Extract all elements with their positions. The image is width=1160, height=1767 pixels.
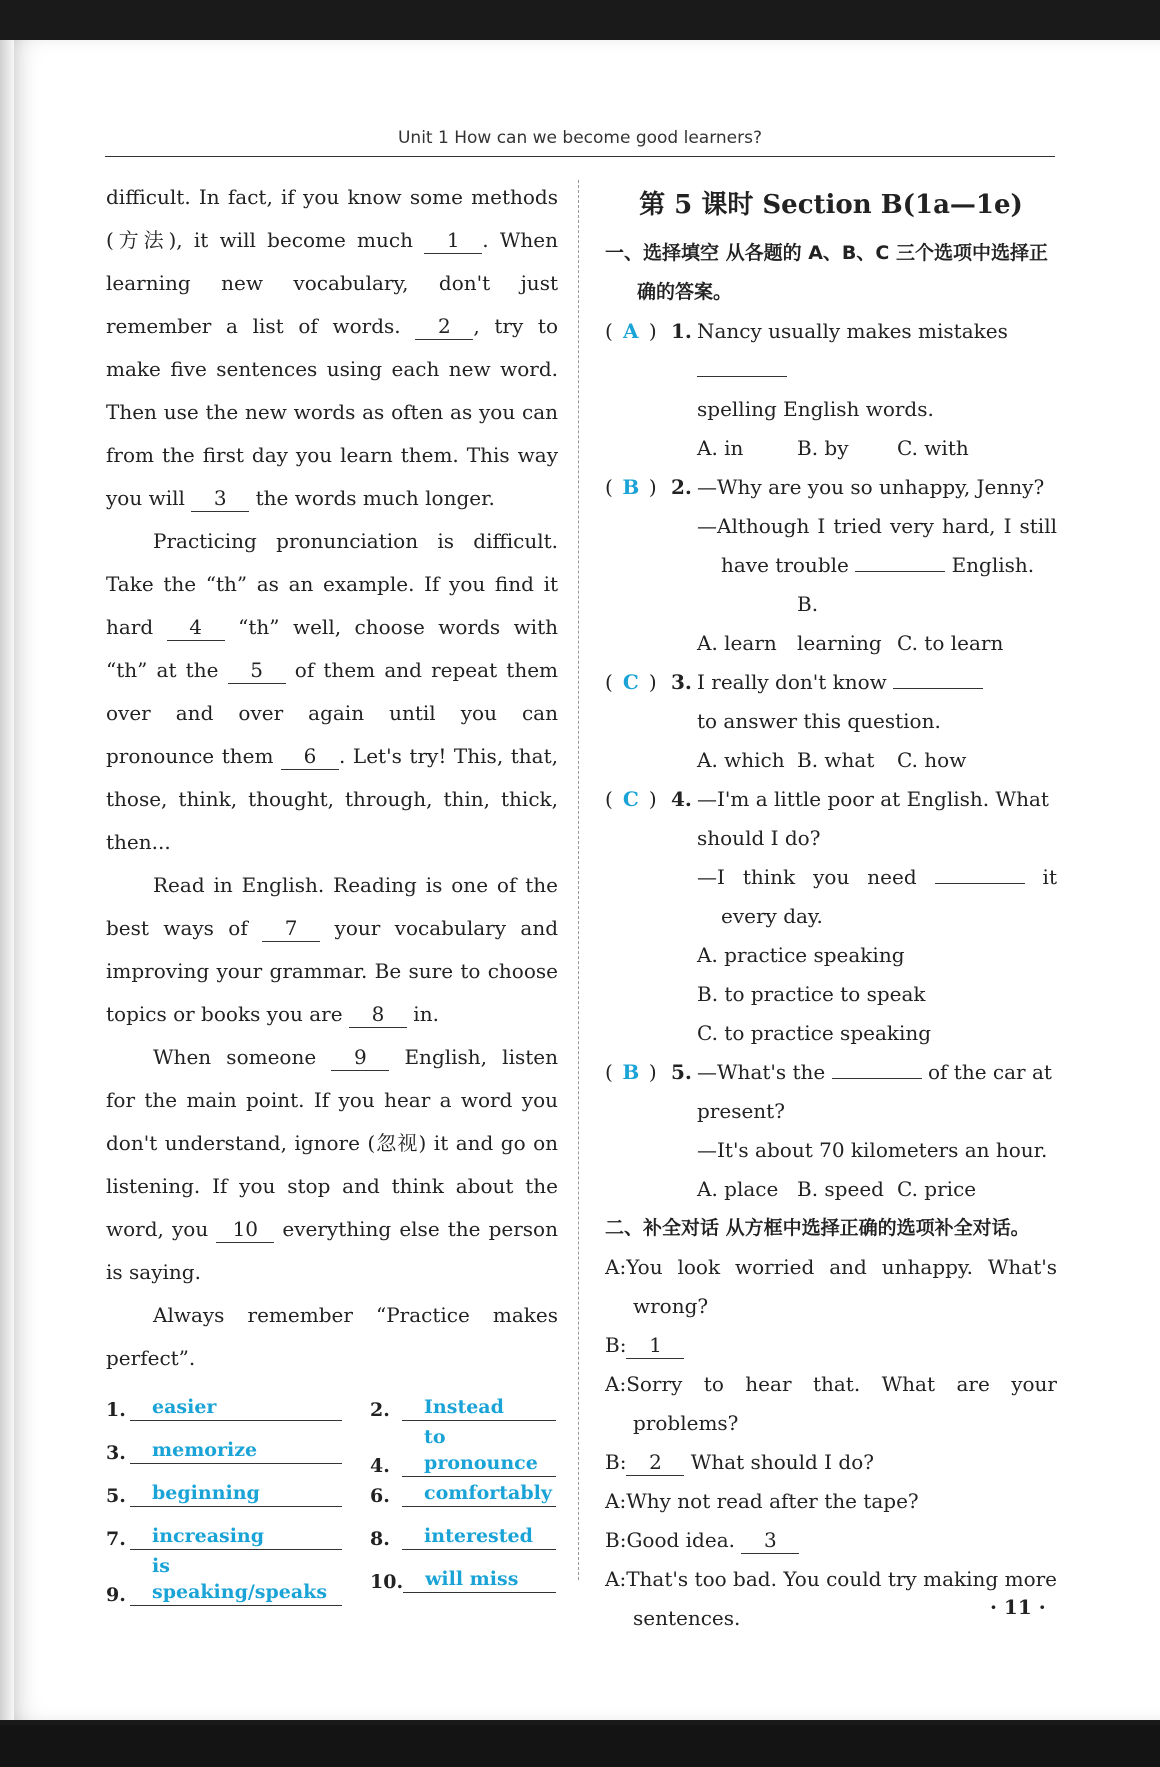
options: A. in B. by C. with bbox=[697, 436, 969, 460]
question-4: ( C ) 4. —I'm a little poor at English. What should I do? bbox=[605, 780, 1057, 858]
answer-grid bbox=[106, 1386, 558, 1606]
answer-item: 3. memorize bbox=[106, 1437, 370, 1464]
answer-item: 4. to pronounce bbox=[370, 1424, 556, 1477]
passage-paragraph-4: When someone 9 English, listen for the main point. If you hear a word you don't understand, ignore (忽视) it and go on listening. If you stop and think about the word, you 10 everything else the person is saying. bbox=[106, 1045, 558, 1284]
dialog-line: B: 2 What should I do? bbox=[605, 1450, 874, 1474]
lesson-title: 第 5 课时 Section B(1a—1e) bbox=[639, 190, 1023, 220]
column-divider bbox=[578, 180, 579, 1580]
blank-9: 9 bbox=[331, 1044, 389, 1071]
blank-6: 6 bbox=[281, 743, 339, 770]
answer-item: 9. is speaking/speaks bbox=[106, 1553, 370, 1606]
blank-8: 8 bbox=[349, 1001, 407, 1028]
dialog-line: B: 1 bbox=[605, 1326, 1057, 1365]
answer-key: A bbox=[623, 319, 639, 343]
dialog-line: A:That's too bad. You could try making more sentences. bbox=[605, 1567, 1057, 1630]
options: A. place B. speed C. price bbox=[697, 1177, 977, 1201]
option: C. to practice speaking bbox=[697, 1021, 932, 1045]
page-header: Unit 1 How can we become good learners? bbox=[397, 128, 763, 148]
passage-paragraph-1: difficult. In fact, if you know some methods (方法), it will become much 1 . When learning new vocabulary, don't just remember a list of words. 2 , try to make five sentences using each new word. Then use the new words as often as you can from the first day you learn them. This way you will 3 the words much longer. bbox=[106, 185, 558, 510]
blank-2: 2 bbox=[415, 313, 473, 340]
section-1-heading: 一、选择填空 从各题的 A、B、C 三个选项中选择正确的答案。 bbox=[605, 242, 1048, 303]
passage-paragraph-3: Read in English. Reading is one of the best ways of 7 your vocabulary and improving your grammar. Be sure to choose topics or books you are 8 in. bbox=[106, 873, 558, 1026]
question-5: ( B ) 5. —What's the of the car at present? bbox=[605, 1053, 1057, 1131]
question-text: —Although I tried very hard, I still have trouble English. bbox=[697, 514, 1057, 577]
viewer-bottom-bar bbox=[0, 1725, 1160, 1767]
section-2-heading: 二、补全对话 从方框中选择正确的选项补全对话。 bbox=[605, 1217, 1030, 1239]
header-rule bbox=[105, 156, 1055, 157]
answer-item: 5. beginning bbox=[106, 1480, 370, 1507]
question-text: —It's about 70 kilometers an hour. bbox=[697, 1138, 1048, 1162]
blank-3: 3 bbox=[191, 485, 249, 512]
blank-4: 4 bbox=[167, 614, 225, 641]
options: A. learnB. learning C. to learn bbox=[697, 592, 1004, 655]
page-number: · 11 · bbox=[990, 1595, 1046, 1619]
blank-1: 1 bbox=[424, 227, 482, 254]
answer-item: 7. increasing bbox=[106, 1523, 370, 1550]
page-spine-shadow bbox=[0, 40, 14, 1720]
blank-5: 5 bbox=[228, 657, 286, 684]
answer-key: C bbox=[622, 787, 639, 811]
right-column bbox=[605, 176, 1057, 1638]
answer-item: 2. Instead bbox=[370, 1394, 556, 1421]
option: A. practice speaking bbox=[697, 943, 905, 967]
question-2: ( B ) 2. —Why are you so unhappy, Jenny? bbox=[605, 468, 1057, 507]
options: A. which B. what C. how bbox=[697, 748, 967, 772]
dialog-line: A:Why not read after the tape? bbox=[605, 1489, 919, 1513]
left-column bbox=[106, 176, 558, 1606]
blank-7: 7 bbox=[262, 915, 320, 942]
question-3: ( C ) 3. I really don't know bbox=[605, 663, 1057, 702]
answer-item: 1. easier bbox=[106, 1394, 370, 1421]
passage-paragraph-5: Always remember “Practice makes perfect”. bbox=[106, 1303, 558, 1370]
dialog-line: A:Sorry to hear that. What are your problems? bbox=[605, 1372, 1057, 1435]
option: B. to practice to speak bbox=[697, 982, 926, 1006]
question-text: spelling English words. bbox=[697, 397, 934, 421]
question-text: —I think you need it every day. bbox=[697, 865, 1057, 928]
question-text: to answer this question. bbox=[697, 709, 941, 733]
answer-item: 10. will miss bbox=[370, 1566, 556, 1593]
passage-paragraph-2: Practicing pronunciation is difficult. Take the “th” as an example. If you find it hard 4 “th” well, choose words with “th” at the 5 of them and repeat them over and over again until you can pronounce them 6 . Let's try! This, that, those, think, thought, through, thin, thick, then... bbox=[106, 529, 558, 854]
answer-key: B bbox=[622, 1060, 640, 1084]
answer-key: B bbox=[622, 475, 640, 499]
blank-10: 10 bbox=[216, 1216, 274, 1243]
textbook-page bbox=[0, 40, 1160, 1720]
answer-item: 8. interested bbox=[370, 1523, 556, 1550]
answer-item: 6. comfortably bbox=[370, 1480, 556, 1507]
question-1: ( A ) 1. Nancy usually makes mistakes bbox=[605, 312, 1057, 390]
dialog-line: A:You look worried and unhappy. What's wrong? bbox=[605, 1255, 1057, 1318]
dialog-line: B:Good idea. 3 bbox=[605, 1521, 1057, 1560]
answer-key: C bbox=[622, 670, 639, 694]
